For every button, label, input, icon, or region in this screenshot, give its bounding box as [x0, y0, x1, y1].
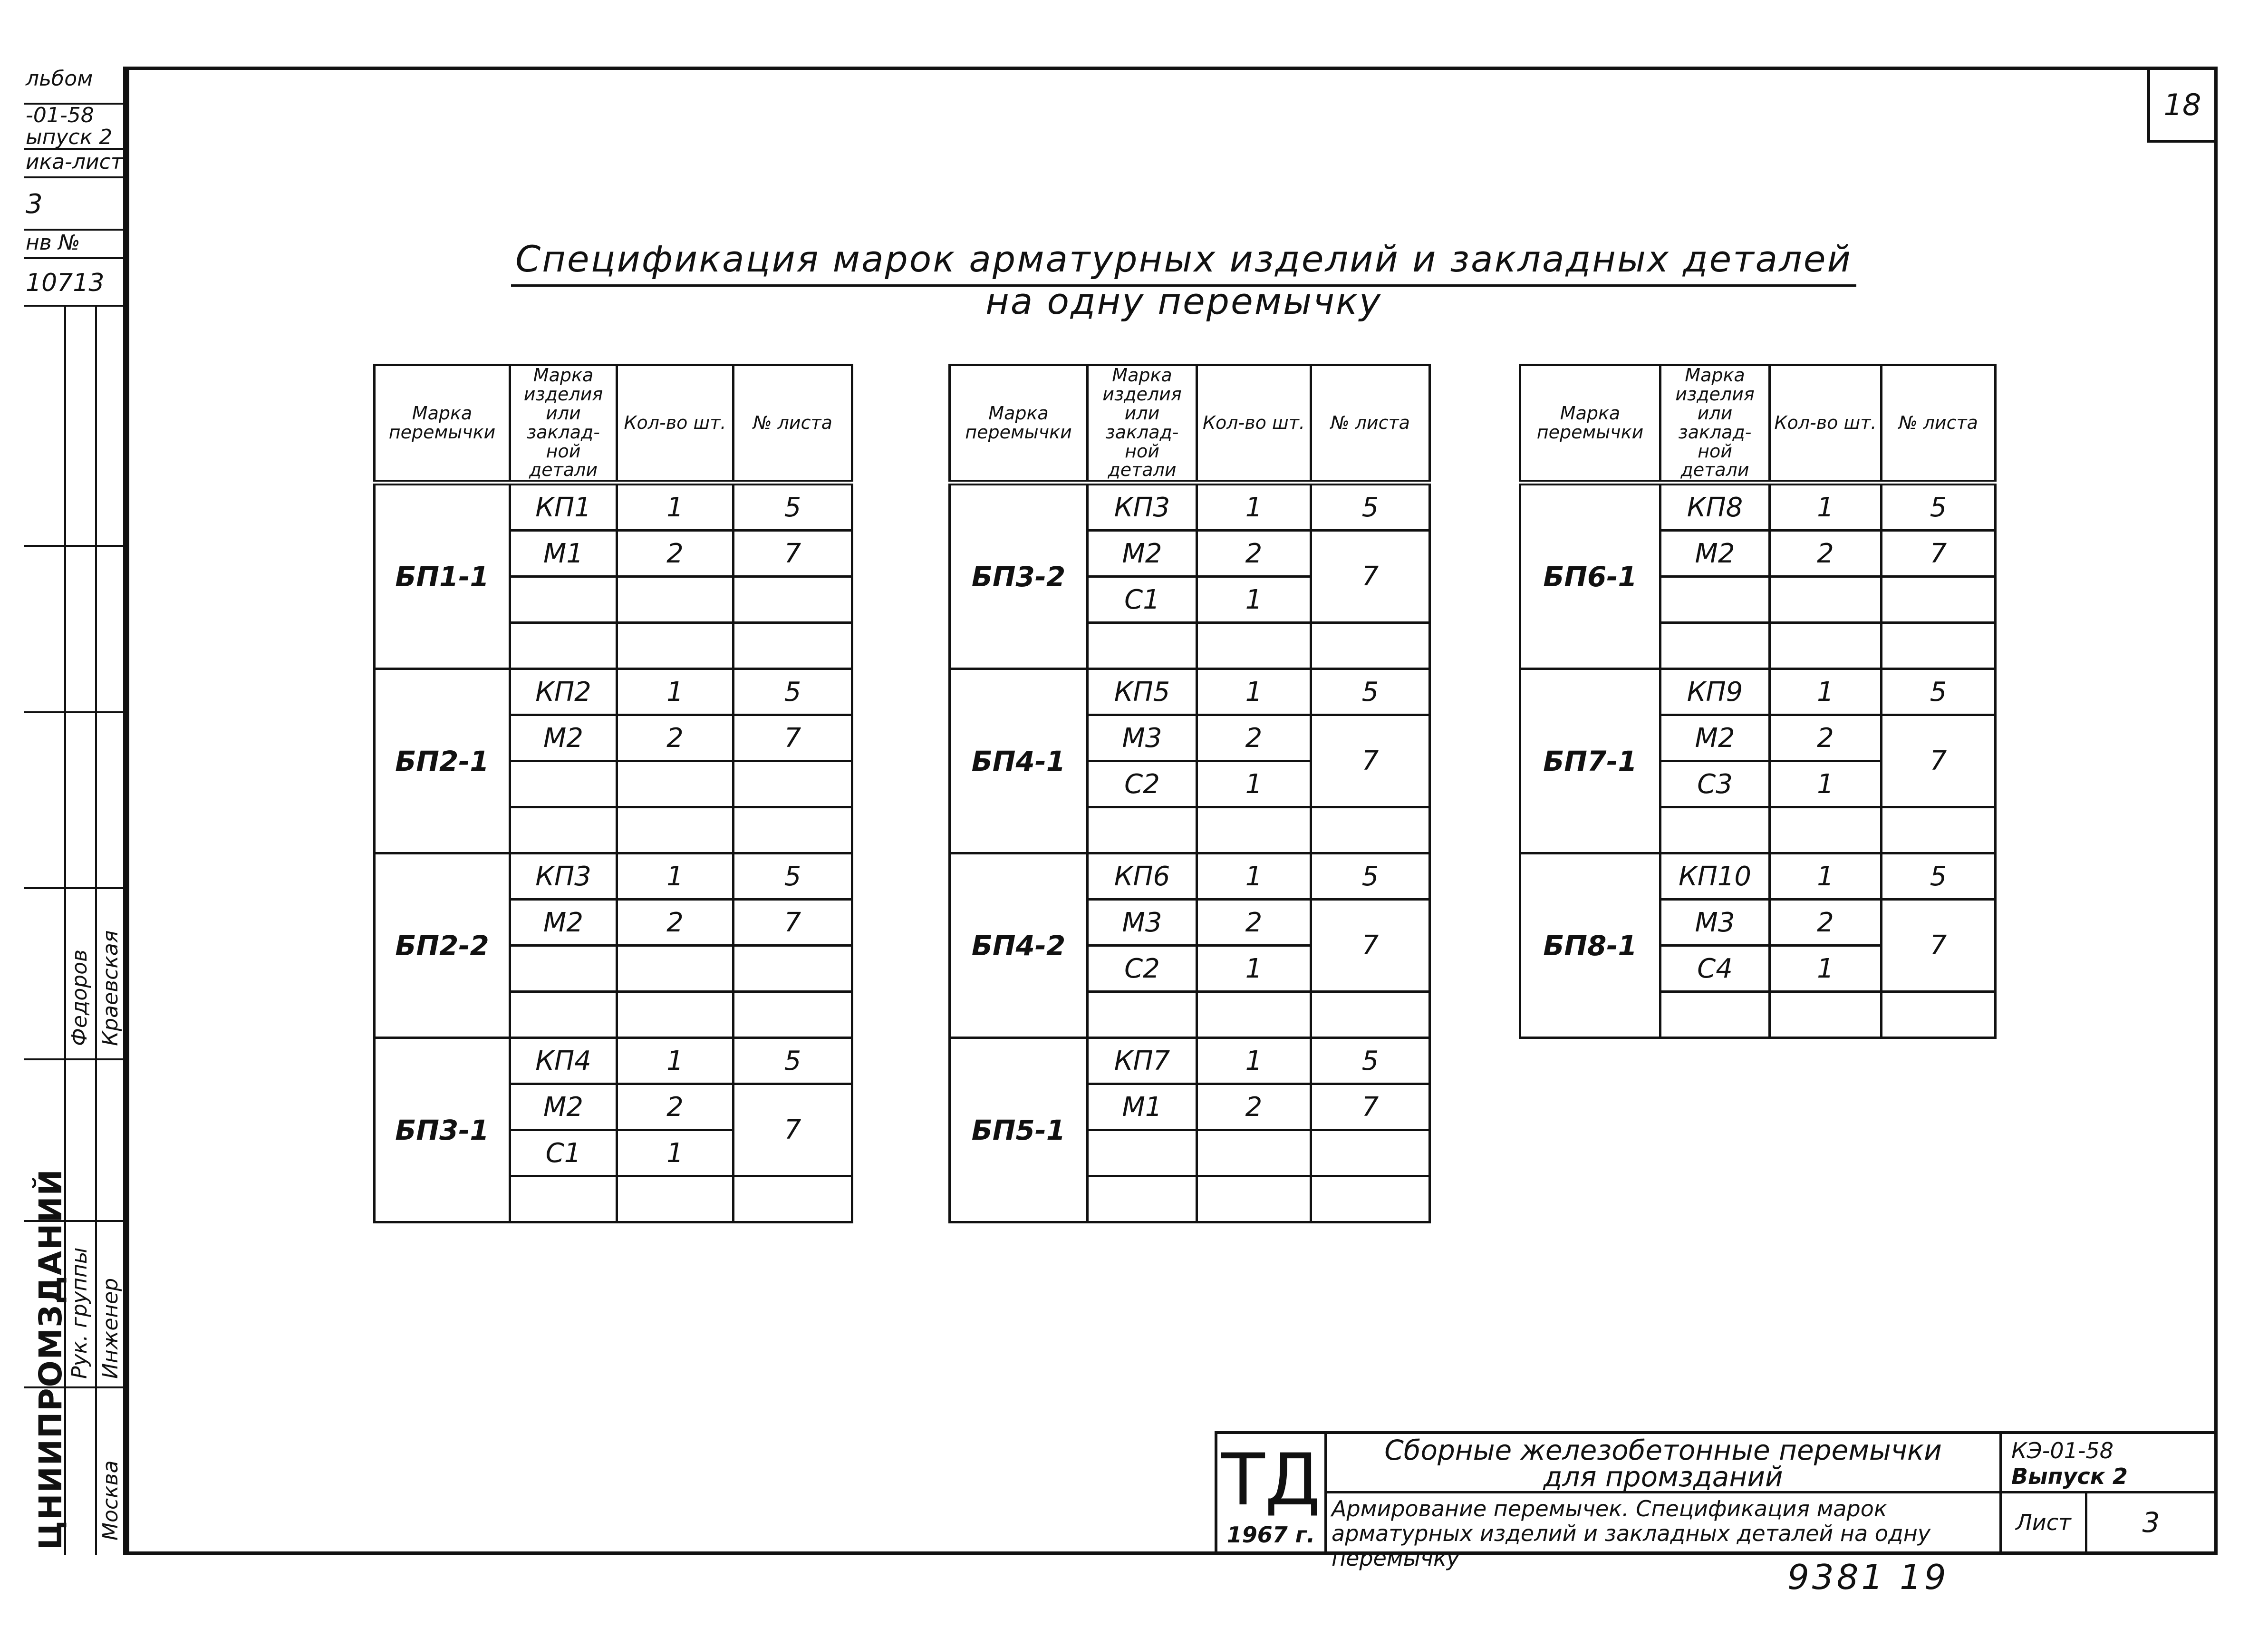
sheet-number: 5	[733, 1038, 852, 1084]
header-col1: Марка перемычки	[375, 365, 510, 483]
quantity: 2	[1197, 531, 1311, 577]
footer-number: 9381 19	[1787, 1557, 1949, 1597]
stamp-series: КЭ-01-58	[2011, 1438, 2114, 1463]
sheet-number	[1311, 1176, 1430, 1222]
quantity: 1	[1770, 946, 1882, 992]
quantity: 1	[1770, 483, 1882, 531]
item-mark: КП2	[510, 669, 617, 715]
quantity: 1	[1197, 761, 1311, 807]
stamp-project-title: Сборные железобетонные перемычки для промзданий	[1327, 1434, 2002, 1493]
sheet-number: 5	[1882, 483, 1996, 531]
sheet-number	[1311, 623, 1430, 669]
strip-row-1	[24, 307, 126, 547]
quantity	[617, 577, 733, 623]
quantity: 1	[1197, 1038, 1311, 1084]
strip-org: ЦНИИПРОМЗДАНИЙ	[32, 1168, 69, 1550]
header-col4: № листа	[1882, 365, 1996, 483]
item-mark: КП8	[1660, 483, 1770, 531]
quantity: 1	[1770, 669, 1882, 715]
title-block	[1215, 1431, 2218, 1571]
sheet-number: 7	[1311, 715, 1430, 807]
sheet-number: 7	[1882, 900, 1996, 992]
strip-sheet-label: ика-лист	[24, 150, 126, 178]
table-row	[1520, 853, 1996, 900]
sheet-number: 7	[1311, 531, 1430, 623]
sheet-number: 5	[733, 853, 852, 900]
item-mark: М2	[1088, 531, 1197, 577]
lintel-mark: БП3-2	[950, 483, 1088, 669]
sheet-number: 5	[1882, 669, 1996, 715]
strip-issue-text: ыпуск 2	[26, 125, 113, 149]
item-mark: С4	[1660, 946, 1770, 992]
sheet-number	[733, 807, 852, 853]
sheet-number: 5	[1311, 669, 1430, 715]
quantity: 2	[1197, 715, 1311, 761]
item-mark: М2	[1660, 715, 1770, 761]
header-col3: Кол-во шт.	[1770, 365, 1882, 483]
table-row	[375, 483, 852, 531]
strip-row-3	[24, 713, 126, 889]
quantity: 1	[617, 669, 733, 715]
sheet-number	[1311, 1130, 1430, 1176]
stamp-sheet-value: 3	[2142, 1506, 2160, 1539]
item-mark: М3	[1660, 900, 1770, 946]
quantity	[1197, 1130, 1311, 1176]
sheet-number: 7	[1882, 715, 1996, 807]
item-mark: С2	[1088, 946, 1197, 992]
strip-role-2: Инженер	[98, 1278, 123, 1379]
quantity	[1197, 992, 1311, 1038]
item-mark: М1	[1088, 1084, 1197, 1130]
sheet-number	[733, 577, 852, 623]
header-col1: Марка перемычки	[1520, 365, 1660, 483]
sheet-number: 7	[1882, 531, 1996, 577]
header-col1: Марка перемычки	[950, 365, 1088, 483]
quantity	[617, 1176, 733, 1222]
sheet-number: 5	[733, 483, 852, 531]
quantity: 2	[1770, 715, 1882, 761]
item-mark: М2	[510, 715, 617, 761]
sheet-number: 7	[733, 1084, 852, 1176]
item-mark	[1660, 992, 1770, 1038]
lintel-mark: БП2-1	[375, 669, 510, 853]
sheet-number: 7	[1311, 1084, 1430, 1130]
stamp-issue: Выпуск 2	[2011, 1463, 2128, 1489]
strip-name-1: Федоров	[68, 949, 92, 1046]
item-mark: М2	[1660, 531, 1770, 577]
spec-table-2	[948, 364, 1431, 1223]
item-mark: КП3	[1088, 483, 1197, 531]
item-mark	[1088, 1130, 1197, 1176]
quantity	[617, 807, 733, 853]
quantity: 1	[1197, 853, 1311, 900]
item-mark	[1660, 577, 1770, 623]
lintel-mark: БП4-2	[950, 853, 1088, 1038]
stamp-sheet-label: Лист	[2002, 1493, 2087, 1552]
quantity	[617, 623, 733, 669]
quantity: 1	[1197, 577, 1311, 623]
item-mark	[510, 623, 617, 669]
item-mark: М1	[510, 531, 617, 577]
lintel-mark: БП4-1	[950, 669, 1088, 853]
quantity	[1770, 807, 1882, 853]
header-col3: Кол-во шт.	[617, 365, 733, 483]
header-col4: № листа	[1311, 365, 1430, 483]
item-mark	[1660, 807, 1770, 853]
item-mark: КП4	[510, 1038, 617, 1084]
sheet-number	[1882, 807, 1996, 853]
item-mark: КП5	[1088, 669, 1197, 715]
item-mark	[510, 761, 617, 807]
stamp-logo: ТД	[1221, 1439, 1321, 1521]
item-mark	[1088, 1176, 1197, 1222]
item-mark: КП7	[1088, 1038, 1197, 1084]
quantity: 2	[617, 1084, 733, 1130]
item-mark	[1088, 992, 1197, 1038]
spec-table-3	[1519, 364, 1997, 1039]
item-mark: С1	[1088, 577, 1197, 623]
quantity: 2	[1197, 900, 1311, 946]
item-mark: М3	[1088, 715, 1197, 761]
item-mark	[510, 946, 617, 992]
quantity	[617, 992, 733, 1038]
table-row	[1520, 669, 1996, 715]
lintel-mark: БП5-1	[950, 1038, 1088, 1222]
header-col2: Марка изделия или заклад-ной детали	[1088, 365, 1197, 483]
quantity	[1770, 577, 1882, 623]
sheet-number: 7	[733, 900, 852, 946]
table-row	[950, 853, 1430, 900]
stamp-series-cell	[2002, 1434, 2215, 1493]
lintel-mark: БП3-1	[375, 1038, 510, 1222]
quantity: 2	[617, 715, 733, 761]
stamp-logo-cell	[1217, 1434, 1327, 1552]
quantity: 2	[617, 531, 733, 577]
strip-role-1: Рук. группы	[68, 1247, 92, 1379]
strip-album-label: льбом	[24, 67, 126, 105]
quantity: 1	[1197, 946, 1311, 992]
quantity: 2	[1770, 900, 1882, 946]
quantity: 1	[617, 483, 733, 531]
left-title-strip	[24, 67, 126, 1555]
sheet-number: 7	[733, 531, 852, 577]
sheet-number	[733, 946, 852, 992]
lintel-mark: БП8-1	[1520, 853, 1660, 1038]
quantity	[1197, 623, 1311, 669]
sheet-number	[733, 761, 852, 807]
sheet-number	[1882, 992, 1996, 1038]
sheet-number	[1311, 992, 1430, 1038]
sheet-number: 5	[733, 669, 852, 715]
item-mark	[1088, 623, 1197, 669]
sheet-number	[733, 1176, 852, 1222]
item-mark: М3	[1088, 900, 1197, 946]
sheet-number	[733, 992, 852, 1038]
table-row	[950, 483, 1430, 531]
title-underline	[511, 284, 1856, 287]
sheet-number: 5	[1311, 1038, 1430, 1084]
strip-city: Москва	[98, 1460, 123, 1541]
sheet-number: 5	[1311, 853, 1430, 900]
table-row	[1520, 483, 1996, 531]
quantity: 1	[617, 1038, 733, 1084]
sheet-number	[1882, 577, 1996, 623]
header-col2: Марка изделия или заклад-ной детали	[1660, 365, 1770, 483]
lintel-mark: БП2-2	[375, 853, 510, 1038]
quantity: 1	[1770, 761, 1882, 807]
quantity: 1	[1197, 483, 1311, 531]
item-mark	[510, 577, 617, 623]
item-mark	[510, 992, 617, 1038]
sheet-number: 7	[1311, 900, 1430, 992]
quantity: 1	[617, 1130, 733, 1176]
item-mark: КП3	[510, 853, 617, 900]
header-col2: Марка изделия или заклад-ной детали	[510, 365, 617, 483]
lintel-mark: БП1-1	[375, 483, 510, 669]
quantity	[1197, 1176, 1311, 1222]
quantity: 2	[1770, 531, 1882, 577]
item-mark: М2	[510, 900, 617, 946]
corner-sheet-number: 18	[2147, 67, 2218, 143]
header-col4: № листа	[733, 365, 852, 483]
strip-album-code	[24, 105, 126, 150]
strip-album-code-text: -01-58	[26, 105, 94, 127]
strip-inv-value: 10713	[24, 259, 126, 307]
sheet-number	[733, 623, 852, 669]
header-col3: Кол-во шт.	[1197, 365, 1311, 483]
sheet-number	[1311, 807, 1430, 853]
sheet-number: 7	[733, 715, 852, 761]
lintel-mark: БП7-1	[1520, 669, 1660, 853]
item-mark: М2	[510, 1084, 617, 1130]
item-mark	[1660, 623, 1770, 669]
table-row	[950, 669, 1430, 715]
item-mark	[510, 1176, 617, 1222]
table-row	[375, 853, 852, 900]
item-mark: С3	[1660, 761, 1770, 807]
quantity: 1	[1770, 853, 1882, 900]
stamp-year: 1967 г.	[1226, 1522, 1315, 1548]
quantity: 2	[617, 900, 733, 946]
sheet-number: 5	[1882, 853, 1996, 900]
quantity	[1197, 807, 1311, 853]
strip-name-2: Краевская	[98, 930, 123, 1046]
stamp-sheet-title: Армирование перемычек. Спецификация марок арматурных изделий и закладных деталей на одну перемычку	[1327, 1493, 2002, 1552]
item-mark	[1088, 807, 1197, 853]
table-row	[950, 1038, 1430, 1084]
strip-sheet-value: 3	[24, 178, 126, 231]
table-row	[375, 669, 852, 715]
lintel-mark: БП6-1	[1520, 483, 1660, 669]
item-mark: КП1	[510, 483, 617, 531]
quantity	[617, 761, 733, 807]
spec-table-1	[373, 364, 853, 1223]
table-row	[375, 1038, 852, 1084]
strip-row-2	[24, 547, 126, 713]
page-title: Спецификация марок арматурных изделий и закладных деталей на одну перемычку	[515, 238, 1852, 322]
item-mark: КП10	[1660, 853, 1770, 900]
item-mark: КП6	[1088, 853, 1197, 900]
quantity: 1	[1197, 669, 1311, 715]
quantity	[617, 946, 733, 992]
item-mark: С2	[1088, 761, 1197, 807]
item-mark: С1	[510, 1130, 617, 1176]
item-mark	[510, 807, 617, 853]
sheet-number: 5	[1311, 483, 1430, 531]
item-mark: КП9	[1660, 669, 1770, 715]
strip-inv-label: нв №	[24, 231, 126, 259]
quantity: 1	[617, 853, 733, 900]
quantity	[1770, 992, 1882, 1038]
sheet-number	[1882, 623, 1996, 669]
quantity	[1770, 623, 1882, 669]
quantity: 2	[1197, 1084, 1311, 1130]
